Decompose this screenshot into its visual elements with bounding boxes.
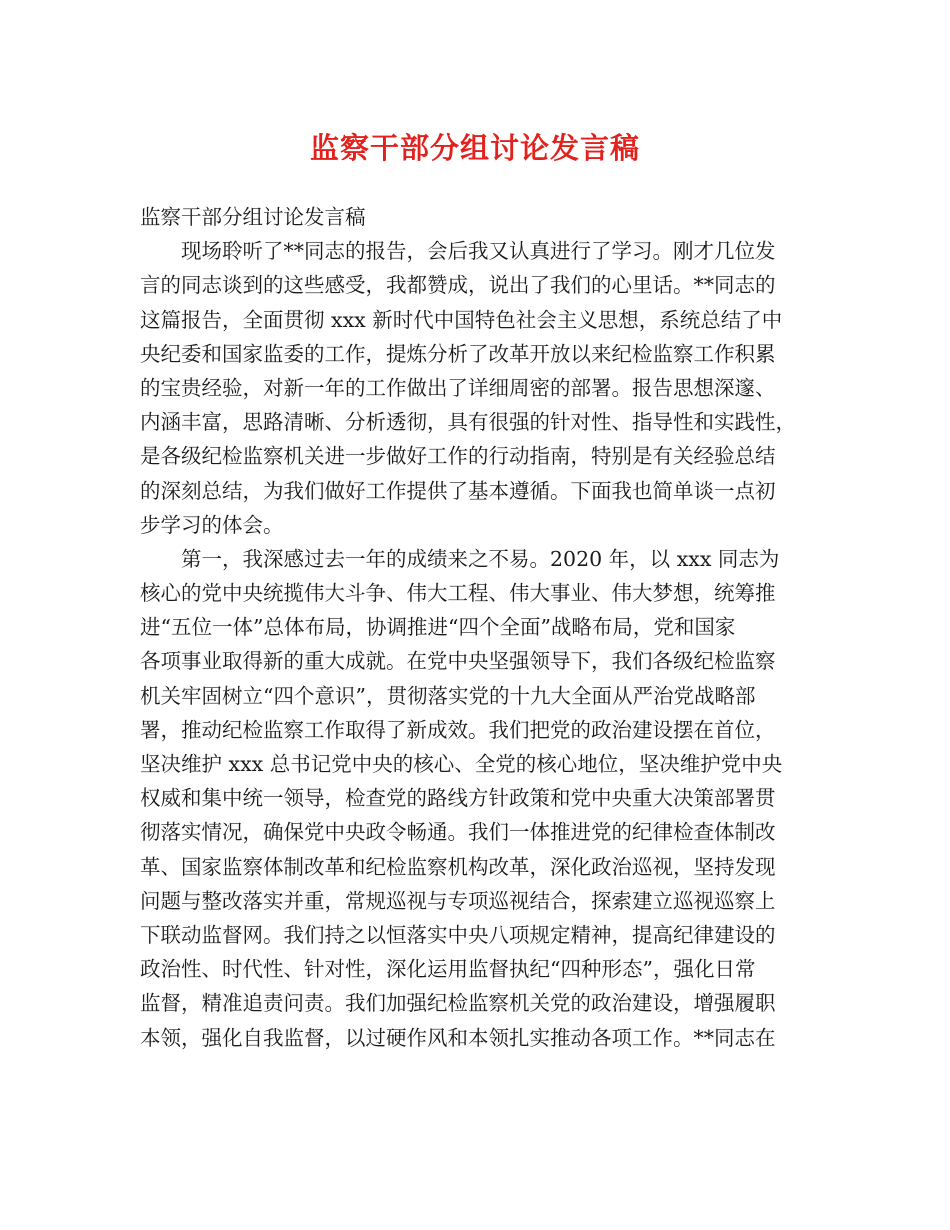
paragraph-line: 是各级纪检监察机关进一步做好工作的行动指南，特别是有关经验总结: [140, 444, 776, 469]
paragraph-line: 革、国家监察体制改革和纪检监察机构改革，深化政治巡视，坚持发现: [140, 854, 776, 879]
paragraph-line: 的宝贵经验，对新一年的工作做出了详细周密的部署。报告思想深邃、: [140, 375, 776, 400]
paragraph-line: 政治性、时代性、针对性，深化运用监督执纪“四种形态”，强化日常: [140, 957, 756, 982]
paragraph-line: 进“五位一体”总体布局，协调推进“四个全面”战略布局，党和国家: [140, 615, 736, 640]
document-title: 监察干部分组讨论发言稿: [309, 131, 640, 165]
paragraph-line: 本领，强化自我监督，以过硬作风和本领扎实推动各项工作。**同志在: [140, 1025, 776, 1050]
document-subtitle: [140, 200, 816, 234]
subtitle-line: 监察干部分组讨论发言稿: [140, 205, 366, 229]
paragraph-line: 步学习的体会。: [140, 512, 284, 537]
paragraph-line: 坚决维护 xxx 总书记党中央的核心、全党的核心地位，坚决维护党中央: [140, 752, 783, 776]
paragraph-line: 言的同志谈到的这些感受，我都赞成，说出了我们的心里话。**同志的: [140, 273, 776, 298]
paragraph-2: [140, 542, 816, 1055]
paragraph-line: 下联动监督网。我们持之以恒落实中央八项规定精神，提高纪律建设的: [140, 922, 776, 947]
paragraph-line: 央纪委和国家监委的工作，提炼分析了改革开放以来纪检监察工作积累: [140, 341, 776, 366]
paragraph-line: 署，推动纪检监察工作取得了新成效。我们把党的政治建设摆在首位，: [140, 717, 776, 742]
paragraph-line: 的深刻总结，为我们做好工作提供了基本遵循。下面我也简单谈一点初: [140, 478, 776, 503]
paragraph-1: [140, 234, 816, 542]
paragraph-line: 机关牢固树立“四个意识”，贯彻落实党的十九大全面从严治党战略部: [140, 683, 756, 708]
paragraph-line: 彻落实情况，确保党中央政令畅通。我们一体推进党的纪律检查体制改: [140, 820, 776, 845]
paragraph-line: 问题与整改落实并重，常规巡视与专项巡视结合，探索建立巡视巡察上: [140, 888, 776, 913]
paragraph-line: 监督，精准追责问责。我们加强纪检监察机关党的政治建设，增强履职: [140, 991, 776, 1016]
document-body: [140, 200, 816, 1055]
paragraph-line: 这篇报告，全面贯彻 xxx 新时代中国特色社会主义思想，系统总结了中: [140, 307, 783, 332]
paragraph-line: 各项事业取得新的重大成就。在党中央坚强领导下，我们各级纪检监察: [140, 649, 776, 674]
paragraph-line: 现场聆听了**同志的报告，会后我又认真进行了学习。刚才几位发: [140, 239, 776, 264]
paragraph-line: 第一，我深感过去一年的成绩来之不易。2020 年，以 xxx 同志为: [140, 546, 780, 571]
paragraph-line: 核心的党中央统揽伟大斗争、伟大工程、伟大事业、伟大梦想，统筹推: [140, 581, 776, 606]
paragraph-line: 内涵丰富，思路清晰、分析透彻，具有很强的针对性、指导性和实践性，: [140, 410, 796, 435]
paragraph-line: 权威和集中统一领导，检查党的路线方针政策和党中央重大决策部署贯: [140, 786, 776, 811]
